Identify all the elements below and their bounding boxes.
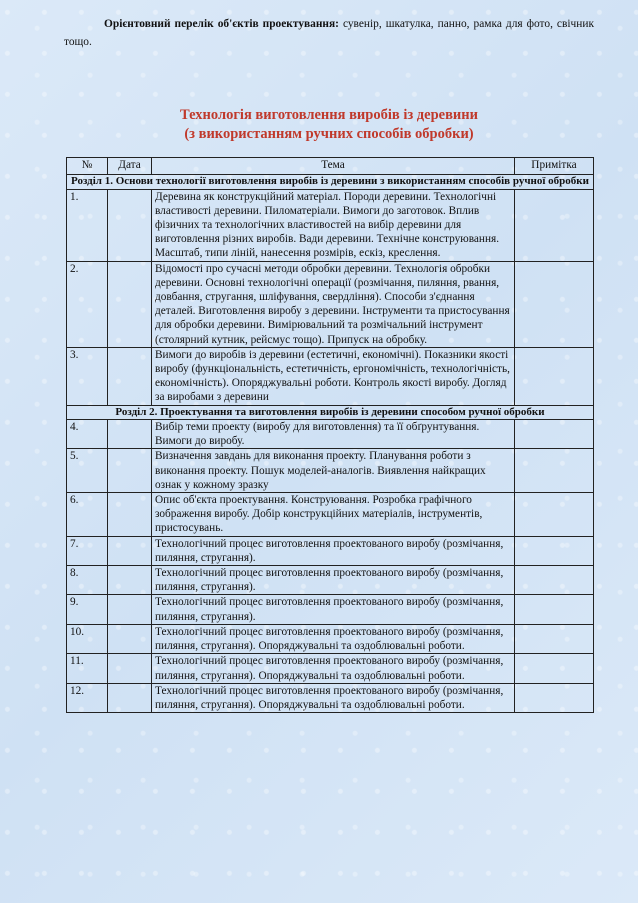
row-date — [108, 536, 152, 565]
row-note — [515, 683, 594, 712]
row-topic: Технологічний процес виготовлення проектованого виробу (розмічання, пиляння, стругання). Опоряджувальні та оздоблювальні роботи. — [152, 624, 515, 653]
row-num: 5. — [67, 449, 108, 493]
table-row — [67, 493, 594, 537]
row-num: 11. — [67, 654, 108, 683]
row-note — [515, 595, 594, 624]
row-num: 7. — [67, 536, 108, 565]
row-topic: Технологічний процес виготовлення проектованого виробу (розмічання, пиляння, стругання). — [152, 595, 515, 624]
row-num: 9. — [67, 595, 108, 624]
row-topic: Деревина як конструкційний матеріал. Породи деревини. Технологічні властивості деревини. Пиломатеріали. Вимоги до заготовок. Вплив фізичних та технологічних властивостей на вибір деревини для виготовлення різних виробів. Вади деревини. Технічне конструювання. Масштаб, типи ліній, нанесення розмірів, ескіз, креслення. — [152, 189, 515, 261]
row-date — [108, 624, 152, 653]
row-date — [108, 566, 152, 595]
row-topic: Технологічний процес виготовлення проектованого виробу (розмічання, пиляння, стругання). — [152, 566, 515, 595]
row-date — [108, 261, 152, 347]
row-topic: Технологічний процес виготовлення проектованого виробу (розмічання, пиляння, стругання). — [152, 536, 515, 565]
row-date — [108, 449, 152, 493]
title-line-1: Технологія виготовлення виробів із деревини — [180, 107, 478, 123]
row-date — [108, 683, 152, 712]
section-row-2 — [67, 405, 594, 420]
table-row — [67, 189, 594, 261]
row-note — [515, 654, 594, 683]
table-row — [67, 347, 594, 405]
row-date — [108, 595, 152, 624]
row-note — [515, 566, 594, 595]
table-row — [67, 420, 594, 449]
row-date — [108, 493, 152, 537]
row-note — [515, 261, 594, 347]
header-topic: Тема — [152, 158, 515, 175]
row-note — [515, 493, 594, 537]
table-row — [67, 449, 594, 493]
table-row — [67, 654, 594, 683]
row-topic: Відомості про сучасні методи обробки деревини. Технологія обробки деревини. Основні технологічні операції (розмічання, пиляння, рвання, довбання, стругання, шліфування, свердління). Способи з'єднання деталей. Виготовлення виробу з деревини. Інструменти та пристосування для обробки деревини. Вимірювальний та розмічальний інструмент (столярний кутник, рейсмус тощо). Припуск на обробку. — [152, 261, 515, 347]
row-date — [108, 654, 152, 683]
row-num: 10. — [67, 624, 108, 653]
row-topic: Технологічний процес виготовлення проектованого виробу (розмічання, пиляння, стругання). Опоряджувальні та оздоблювальні роботи. — [152, 683, 515, 712]
table-row — [67, 536, 594, 565]
page-title — [64, 106, 594, 144]
row-date — [108, 347, 152, 405]
row-date — [108, 420, 152, 449]
row-num: 3. — [67, 347, 108, 405]
row-num: 1. — [67, 189, 108, 261]
table-row — [67, 624, 594, 653]
table-row — [67, 595, 594, 624]
row-note — [515, 624, 594, 653]
header-date: Дата — [108, 158, 152, 175]
row-note — [515, 347, 594, 405]
lesson-plan-table — [66, 157, 594, 713]
row-topic: Опис об'єкта проектування. Конструювання. Розробка графічного зображення виробу. Добір конструкційних матеріалів, інструментів, пристосувань. — [152, 493, 515, 537]
section-1-title: Розділ 1. Основи технології виготовлення виробів із деревини з використанням способів ручної обробки — [67, 175, 594, 190]
row-note — [515, 449, 594, 493]
section-row-1 — [67, 175, 594, 190]
row-topic: Вимоги до виробів із деревини (естетичні, економічні). Показники якості виробу (функціональність, естетичність, ергономічність, технологічність, економічність). Опоряджувальні роботи. Контроль якості виробу. Догляд за виробами з деревини — [152, 347, 515, 405]
row-num: 6. — [67, 493, 108, 537]
row-topic: Вибір теми проекту (виробу для виготовлення) та її обґрунтування. Вимоги до виробу. — [152, 420, 515, 449]
row-num: 4. — [67, 420, 108, 449]
row-num: 2. — [67, 261, 108, 347]
intro-rest: сувенір, шкатулка, панно, рамка для фото, свічник тощо. — [64, 18, 594, 48]
row-date — [108, 189, 152, 261]
row-num: 8. — [67, 566, 108, 595]
row-note — [515, 420, 594, 449]
intro-paragraph — [64, 15, 594, 51]
row-note — [515, 189, 594, 261]
table-header-row — [67, 158, 594, 175]
header-num: № — [67, 158, 108, 175]
row-note — [515, 536, 594, 565]
header-note: Примітка — [515, 158, 594, 175]
table-row — [67, 683, 594, 712]
row-topic: Технологічний процес виготовлення проектованого виробу (розмічання, пиляння, стругання). Опоряджувальні та оздоблювальні роботи. — [152, 654, 515, 683]
table-row — [67, 261, 594, 347]
title-line-2: (з використанням ручних способів обробки) — [184, 126, 474, 142]
table-row — [67, 566, 594, 595]
row-num: 12. — [67, 683, 108, 712]
intro-lead: Орієнтовний перелік об'єктів проектування: — [104, 18, 339, 30]
section-2-title: Розділ 2. Проектування та виготовлення виробів із деревини способом ручної обробки — [67, 405, 594, 420]
row-topic: Визначення завдань для виконання проекту. Планування роботи з виконання проекту. Пошук моделей-аналогів. Виявлення найкращих ознак у кожному зразку — [152, 449, 515, 493]
